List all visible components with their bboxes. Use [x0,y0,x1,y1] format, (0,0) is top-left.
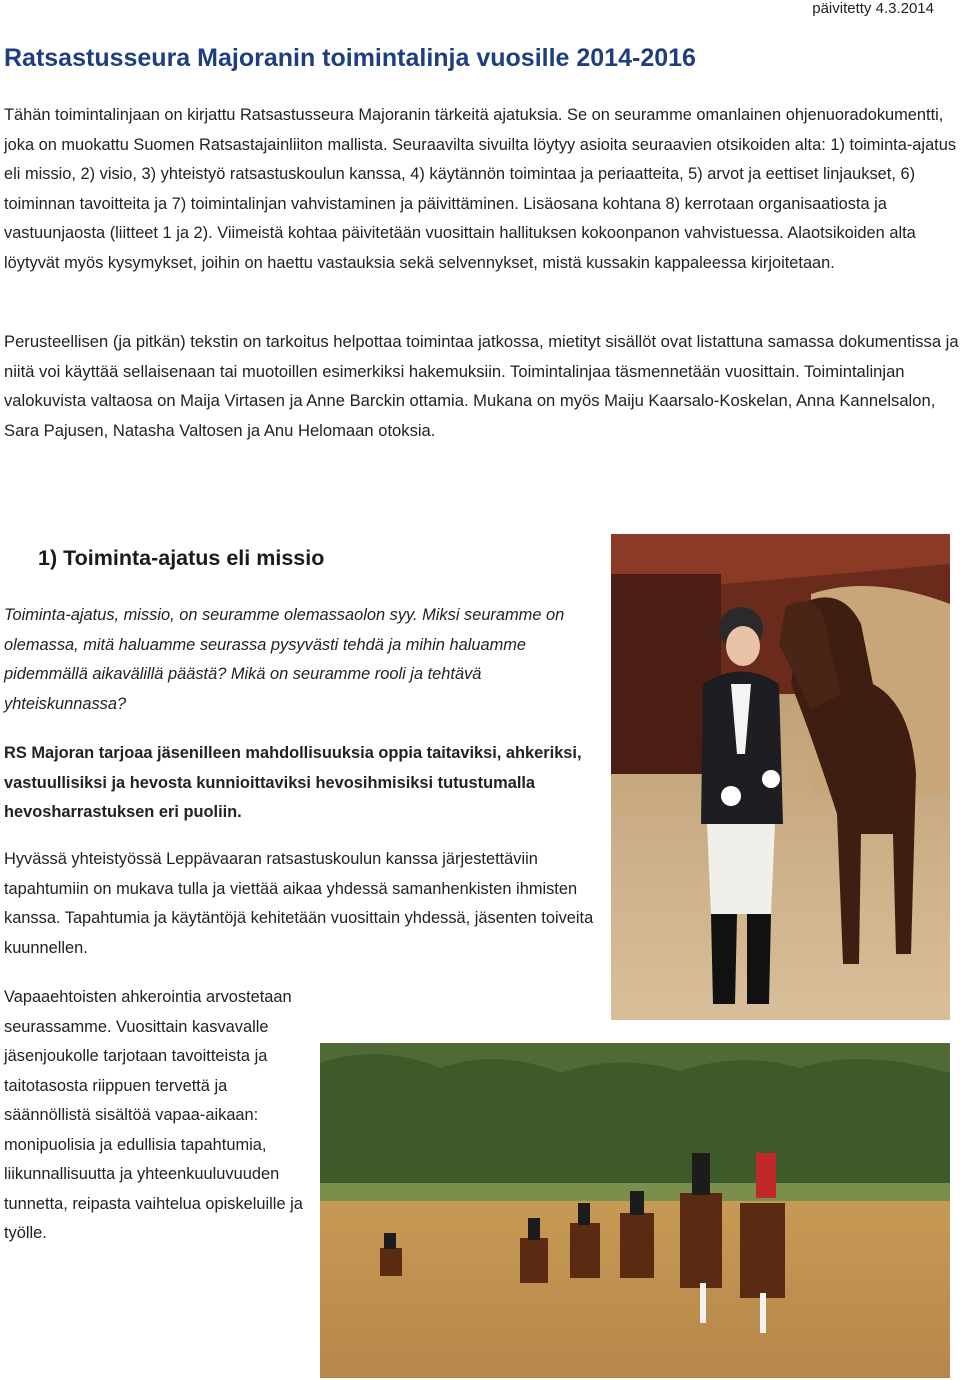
intro-paragraph-2: Perusteellisen (ja pitkän) tekstin on tarkoitus helpottaa toimintaa jatkossa, mietityt sisällöt ovat listattuna samassa dokumentissa ja niitä voi käyttää sellaisenaan tai muotoillen esimerkiksi hakemuksiin. Toimintalinjaa täsmennetään vuosittain. Toimintalinjan valokuvista valtaosa on Maija Virtasen ja Anne Barckin ottamia. Mukana on myös Maiju Kaarsalo-Koskelan, Anna Kannelsalon, Sara Pajusen, Natasha Valtosen ja Anu Helomaan otoksia. [4,332,959,440]
cooperation-paragraph: Hyvässä yhteistyössä Leppävaaran ratsastuskoulun kanssa järjestettäviin tapahtumiin on mukava tulla ja viettää aikaa yhdessä samanhenkisten ihmisten kanssa. Tapahtumia ja käytäntöjä kehitetään vuosittain yhdessä, jäsenten toiveita kuunnellen. [4,850,594,957]
rider-with-horse-photo [611,534,950,1020]
volunteer-paragraph: Vapaaehtoisten ahkerointia arvostetaan seurassamme. Vuosittain kasvavalle jäsenjoukolle tarjotaan tavoitteista ja taitotasosta riippuen tervettä ja säännöllistä sisältöä vapaa-aikaan: monipuolisia ja edullisia tapahtumia, liikunnallisuutta ja yhteenkuuluvuuden tunnetta, reipasta vaihtelua opiskeluille ja työlle. [4,988,303,1242]
updated-date: päivitetty 4.3.2014 [812,0,934,17]
intro-paragraph-1: Tähän toimintalinjaan on kirjattu Ratsastusseura Majoranin tärkeitä ajatuksia. Se on seuramme omanlainen ohjenuoradokumentti, joka on muokattu Suomen Ratsastajainliiton mallista. Seuraavilta sivuilta löytyy asioita seuraavien otsikoiden alta: 1) toiminta-ajatus eli missio, 2) visio, 3) yhteistyö ratsastuskoulun kanssa, 4) käytännön toimintaa ja periaatteita, 5) arvot ja eettiset linjaukset, 6) toiminnan tavoitteita ja 7) toimintalinjan vahvistaminen ja päivittäminen. Lisäosana kohtana 8) kerrotaan organisaatiosta ja vastuunjaosta (liitteet 1 ja 2). Viimeistä kohtaa päivitetään vuosittain hallituksen kokoonpanon vahvistuessa. Alaotsikoiden alta löytyvät myös kysymykset, joihin on haettu vastauksia sekä selvennykset, mistä kussakin kappaleessa kirjoitetaan. [4,106,957,272]
document-title: Ratsastusseura Majoranin toimintalinja vuosille 2014-2016 [4,44,696,72]
riders-on-field-photo [320,1043,950,1378]
mission-statement: RS Majoran tarjoaa jäsenilleen mahdollisuuksia oppia taitaviksi, ahkeriksi, vastuullisiksi ja hevosta kunnioittaviksi hevosihmisiksi tutustumalla hevosharrastuksen eri puoliin. [4,744,582,821]
mission-question-text: Toiminta-ajatus, missio, on seuramme olemassaolon syy. Miksi seuramme on olemassa, mitä haluamme seurassa pysyvästi tehdä ja mihin haluamme pidemmällä aikavälillä päästä? Mikä on seuramme rooli ja tehtävä yhteiskunnassa? [4,606,565,713]
section-heading-mission: 1) Toiminta-ajatus eli missio [38,546,325,570]
